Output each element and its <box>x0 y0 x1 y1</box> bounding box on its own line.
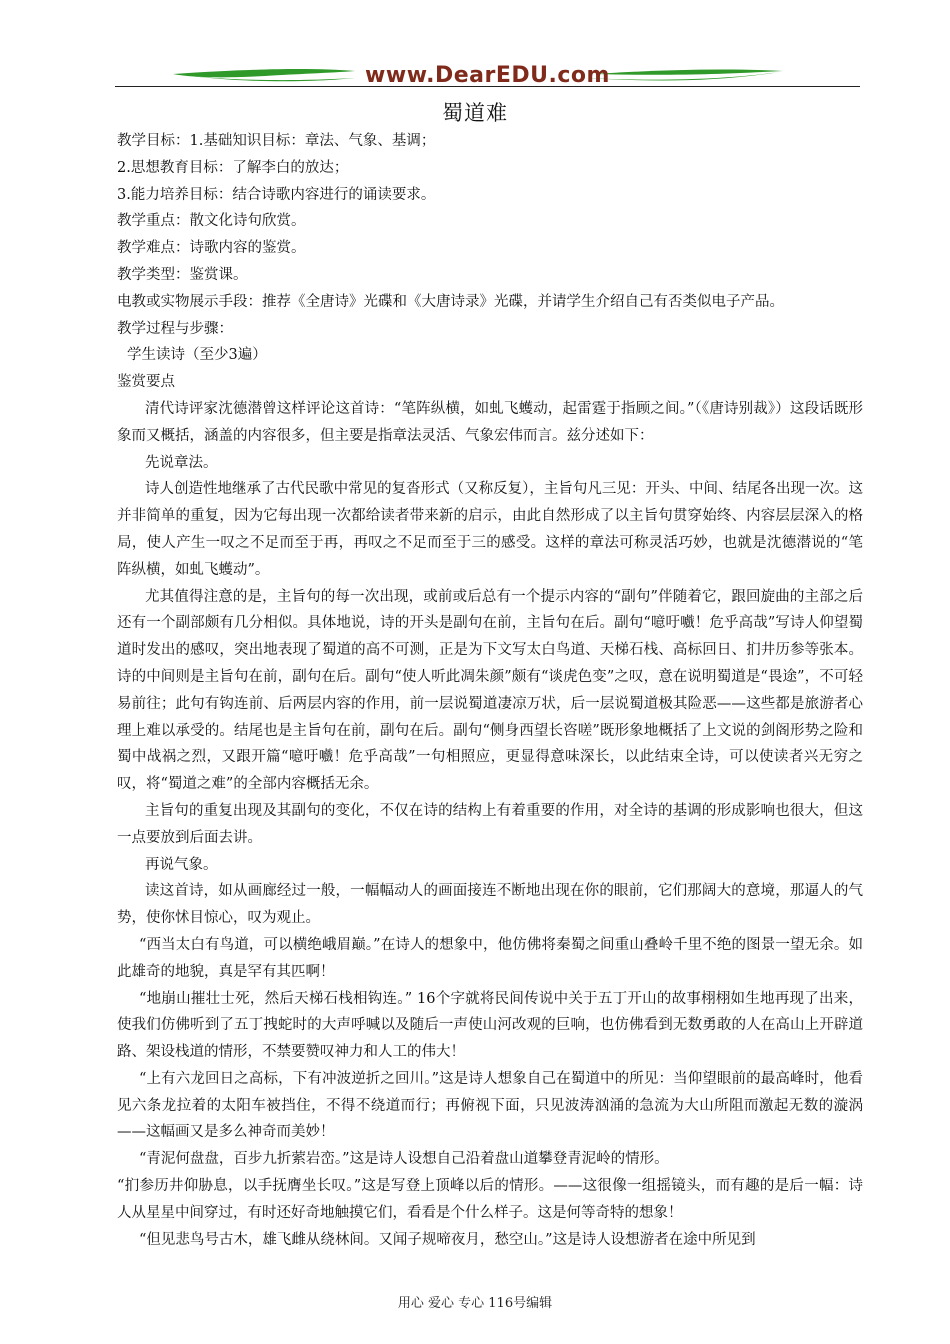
paragraph: 教学重点：散文化诗句欣赏。 <box>117 213 306 230</box>
paragraph: “上有六龙回日之高标，下有冲波逆折之回川。”这是诗人想象自己在蜀道中的所见：当仰望眼前的最高峰时，他看见六条龙拉着的太阳车被挡住，不得不绕道而行；再俯视下面，只见波涛汹涌的急流为大山所阻而激起无数的漩涡——这幅画又是多么神奇而美妙！ <box>117 1070 863 1141</box>
paragraph: 鉴赏要点 <box>117 374 175 391</box>
header-rule <box>115 86 860 87</box>
paragraph: 教学类型：鉴赏课。 <box>117 266 248 283</box>
site-banner <box>115 60 860 94</box>
page-title: 蜀道难 <box>442 101 508 125</box>
paragraph: 3.能力培养目标：结合诗歌内容进行的诵读要求。 <box>117 186 436 203</box>
paragraph: 教学目标：1.基础知识目标：章法、气象、基调； <box>117 133 436 149</box>
paragraph: 2.思想教育目标：了解李白的放达； <box>117 159 349 176</box>
site-url[interactable]: www.DearEDU.com <box>365 63 610 88</box>
paragraph: 教学难点：诗歌内容的鉴赏。 <box>117 240 306 257</box>
paragraph: 教学过程与步骤： <box>117 320 233 337</box>
paragraph: “但见悲鸟号古木，雄飞雌从绕林间。又闻子规啼夜月，愁空山。”这是诗人设想游者在途中所见到 <box>139 1231 756 1248</box>
paragraph: 电教或实物展示手段：推荐《全唐诗》光碟和《大唐诗录》光碟，并请学生介绍自己有否类似电子产品。 <box>117 293 784 310</box>
page-footer: 用心 爱心 专心 116号编辑 <box>397 1296 553 1311</box>
paragraph: 学生读诗（至少3遍） <box>127 347 267 364</box>
paragraph: “地崩山摧壮士死，然后天梯石栈相钩连。” 16个字就将民间传说中关于五丁开山的故事栩栩如生地再现了出来，使我们仿佛听到了五丁拽蛇时的大声呼喊以及随后一声使山河改观的巨响，也仿佛看到无数勇敢的人在高山上开辟道路、架设栈道的情形，不禁要赞叹神力和人工的伟大！ <box>117 990 863 1061</box>
document-body <box>117 128 863 1253</box>
paragraph: “扪参历井仰胁息，以手抚膺坐长叹。”这是写登上顶峰以后的情形。——这很像一组摇镜头，而有趣的是后一幅：诗人从星星中间穿过，有时还好奇地触摸它们，看看是个什么样子。这是何等奇特的想象！ <box>117 1178 863 1221</box>
paragraph: 诗人创造性地继承了古代民歌中常见的复沓形式（又称反复），主旨句凡三见：开头、中间、结尾各出现一次。这并非简单的重复，因为它每出现一次都给读者带来新的启示，由此自然形成了以主旨句贯穿始终、内容层层深入的格局，使人产生一叹之不足而至于再，再叹之不足而至于三的感受。这样的章法可称灵活巧妙，也就是沈德潜说的“笔阵纵横，如虬飞蠖动”。 <box>117 481 863 578</box>
paragraph: 尤其值得注意的是，主旨句的每一次出现，或前或后总有一个提示内容的“副句”伴随着它，跟回旋曲的主部之后还有一个副部颇有几分相似。具体地说，诗的开头是副句在前，主旨句在后。副句“噫吁嚱！危乎高哉”写诗人仰望蜀道时发出的感叹，突出地表现了蜀道的高不可测，正是为下文写太白鸟道、天梯石栈、高标回日、扪井历参等张本。诗的中间则是主旨句在前，副句在后。副句“使人听此凋朱颜”颇有“谈虎色变”之叹，意在说明蜀道是“畏途”，不可轻易前往；此句有钩连前、后两层内容的作用，前一层说蜀道凄凉万状，后一层说蜀道极其险恶——这些都是旅游者心理上难以承受的。结尾也是主旨句在前，副句在后。副句“侧身西望长咨嗟”既形象地概括了上文说的剑阁形势之险和蜀中战祸之烈，又跟开篇“噫吁嚱！危乎高哉”一句相照应，更显得意味深长，以此结束全诗，可以使读者兴无穷之叹，将“蜀道之难”的全部内容概括无余。 <box>117 588 863 793</box>
paragraph: 主旨句的重复出现及其副句的变化，不仅在诗的结构上有着重要的作用，对全诗的基调的形成影响也很大，但这一点要放到后面去讲。 <box>117 802 863 846</box>
paragraph: 读这首诗，如从画廊经过一般，一幅幅动人的画面接连不断地出现在你的眼前，它们那阔大的意境，那逼人的气势，使你怵目惊心，叹为观止。 <box>117 883 863 927</box>
paragraph: “西当太白有鸟道，可以横绝峨眉巅。”在诗人的想象中，他仿佛将秦蜀之间重山叠岭千里不绝的图景一望无余。如此雄奇的地貌，真是罕有其匹啊！ <box>117 936 863 980</box>
paragraph: 先说章法。 <box>145 454 218 471</box>
paragraph: “青泥何盘盘，百步九折萦岩峦。”这是诗人设想自己沿着盘山道攀登青泥岭的情形。 <box>139 1151 669 1168</box>
paragraph: 清代诗评家沈德潜曾这样评论这首诗：“笔阵纵横，如虬飞蠖动，起雷霆于指顾之间。”（《唐诗别裁》）这段话既形象而又概括，涵盖的内容很多，但主要是指章法灵活、气象宏伟而言。兹分述如下： <box>117 400 863 444</box>
paragraph: 再说气象。 <box>145 856 218 873</box>
